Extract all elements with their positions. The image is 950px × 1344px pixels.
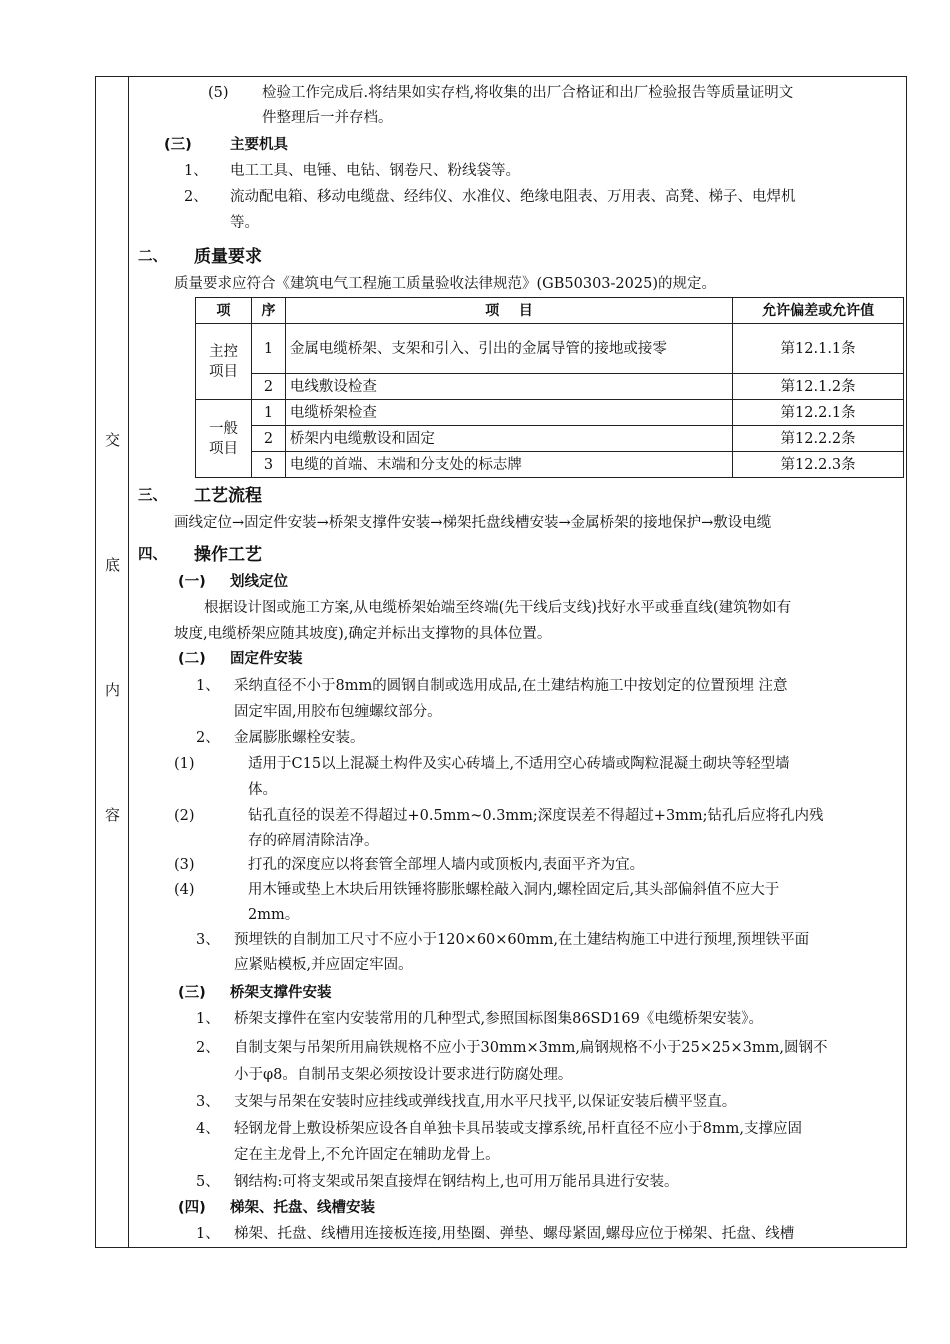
group-cell: 主控项目 xyxy=(196,324,252,400)
section-number: (三) xyxy=(164,137,192,153)
paragraph-line: 钢结构:可将支架或吊架直接焊在钢结构上,也可用万能吊具进行安装。 xyxy=(234,1174,679,1190)
paragraph-line: 预埋铁的自制加工尺寸不应小于120×60×60mm,在土建结构施工中进行预埋,预埋铁平面 xyxy=(234,932,810,948)
item-cell: 电线敷设检查 xyxy=(285,374,732,400)
seq-cell: 2 xyxy=(251,374,285,400)
paragraph-line: 等。 xyxy=(230,215,259,231)
item-number: 1、 xyxy=(196,1011,220,1027)
value-cell: 第12.2.3条 xyxy=(733,452,904,478)
item-number: 3、 xyxy=(196,932,220,948)
side-label-char: 内 xyxy=(104,681,120,699)
item-number: (5) xyxy=(208,85,229,101)
document-frame xyxy=(95,76,907,1248)
table-row xyxy=(196,452,904,478)
table-header-row xyxy=(196,298,904,324)
item-cell: 金属电缆桥架、支架和引入、引出的金属导管的接地或接零 xyxy=(285,324,732,374)
section-heading: 桥架支撑件安装 xyxy=(230,985,332,1001)
paragraph-line: 自制支架与吊架所用扁铁规格不应小于30mm×3mm,扁钢规格不小于25×25×3mm,圆钢不 xyxy=(234,1040,828,1056)
header-cell: 项 xyxy=(196,298,252,324)
item-number: 2、 xyxy=(196,730,220,746)
side-label-char: 底 xyxy=(104,556,120,574)
item-number: 4、 xyxy=(196,1121,220,1137)
section-number: (一) xyxy=(178,574,206,590)
item-number: 1、 xyxy=(184,163,208,179)
item-cell: 电缆桥架检查 xyxy=(285,400,732,426)
paragraph-line: 钻孔直径的误差不得超过+0.5mm~0.3mm;深度误差不得超过+3mm;钻孔后应将孔内残 xyxy=(248,808,824,824)
header-cell: 允许偏差或允许值 xyxy=(733,298,904,324)
value-cell: 第12.2.2条 xyxy=(733,426,904,452)
content-area xyxy=(130,77,906,1247)
side-label-char: 交 xyxy=(104,431,120,449)
quality-table xyxy=(195,297,904,478)
table-row xyxy=(196,374,904,400)
chapter-number: 四、 xyxy=(138,547,167,563)
item-number: 1、 xyxy=(196,1226,220,1242)
table-row xyxy=(196,324,904,374)
paragraph-line: 2mm。 xyxy=(248,907,300,923)
section-heading: 主要机具 xyxy=(230,137,288,153)
side-label-char: 容 xyxy=(104,806,120,824)
table-row xyxy=(196,426,904,452)
header-cell: 项 目 xyxy=(285,298,732,324)
chapter-heading: 工艺流程 xyxy=(194,486,262,506)
item-number: (3) xyxy=(174,857,195,873)
chapter-number: 三、 xyxy=(138,488,167,504)
item-number: 3、 xyxy=(196,1094,220,1110)
seq-cell: 1 xyxy=(251,324,285,374)
paragraph-line: 检验工作完成后.将结果如实存档,将收集的出厂合格证和出厂检验报告等质量证明文 xyxy=(262,85,794,101)
item-number: (4) xyxy=(174,882,195,898)
item-number: 2、 xyxy=(196,1040,220,1056)
paragraph-line: 定在主龙骨上,不允许固定在辅助龙骨上。 xyxy=(234,1147,500,1163)
value-cell: 第12.2.1条 xyxy=(733,400,904,426)
paragraph-line: 打孔的深度应以将套管全部埋人墙内或顶板内,表面平齐为宜。 xyxy=(248,857,645,873)
header-cell: 序 xyxy=(251,298,285,324)
item-number: (1) xyxy=(174,756,195,772)
paragraph-line: 梯架、托盘、线槽用连接板连接,用垫圈、弹垫、螺母紧固,螺母应位于梯架、托盘、线槽 xyxy=(234,1226,795,1242)
item-cell: 桥架内电缆敷设和固定 xyxy=(285,426,732,452)
paragraph-line: 轻钢龙骨上敷设桥架应设各自单独卡具吊装或支撑系统,吊杆直径不应小于8mm,支撑应固 xyxy=(234,1121,802,1137)
chapter-number: 二、 xyxy=(138,249,167,265)
section-heading: 划线定位 xyxy=(230,574,288,590)
paragraph-line: 用木锤或垫上木块后用铁锤将膨胀螺栓敲入洞内,螺栓固定后,其头部偏斜值不应大于 xyxy=(248,882,780,898)
paragraph-line: 应紧贴模板,并应固定牢固。 xyxy=(234,957,413,973)
group-cell: 一般项目 xyxy=(196,400,252,478)
paragraph-line: 电工工具、电锤、电钻、钢卷尺、粉线袋等。 xyxy=(230,163,520,179)
item-number: 2、 xyxy=(184,189,208,205)
paragraph-line: 金属膨胀螺栓安装。 xyxy=(234,730,365,746)
item-number: 1、 xyxy=(196,678,220,694)
process-flow: 画线定位→固定件安装→桥架支撑件安装→梯架托盘线槽安装→金属桥架的接地保护→敷设电缆 xyxy=(174,515,772,531)
seq-cell: 3 xyxy=(251,452,285,478)
chapter-heading: 操作工艺 xyxy=(194,545,262,565)
section-number: (四) xyxy=(178,1200,206,1216)
seq-cell: 1 xyxy=(251,400,285,426)
table-row xyxy=(196,400,904,426)
item-number: (2) xyxy=(174,808,195,824)
section-number: (三) xyxy=(178,985,206,1001)
paragraph-line: 适用于C15以上混凝土构件及实心砖墙上,不适用空心砖墙或陶粒混凝土砌块等轻型墙 xyxy=(248,756,790,772)
section-number: (二) xyxy=(178,651,206,667)
paragraph-line: 坡度,电缆桥架应随其坡度),确定并标出支撑物的具体位置。 xyxy=(174,626,552,642)
paragraph-line: 固定牢固,用胶布包缠螺纹部分。 xyxy=(234,704,442,720)
paragraph-line: 体。 xyxy=(248,782,277,798)
item-cell: 电缆的首端、末端和分支处的标志牌 xyxy=(285,452,732,478)
paragraph-line: 存的碎屑清除洁净。 xyxy=(248,833,379,849)
paragraph-line: 桥架支撑件在室内安装常用的几种型式,参照国标图集86SD169《电缆桥架安装》。 xyxy=(234,1011,764,1027)
section-heading: 固定件安装 xyxy=(230,651,303,667)
value-cell: 第12.1.1条 xyxy=(733,324,904,374)
paragraph-line: 流动配电箱、移动电缆盘、经纬仪、水准仪、绝缘电阻表、万用表、高凳、梯子、电焊机 xyxy=(230,189,796,205)
item-number: 5、 xyxy=(196,1174,220,1190)
chapter-heading: 质量要求 xyxy=(194,247,262,267)
paragraph-line: 采纳直径不小于8mm的圆钢自制或选用成品,在土建结构施工中按划定的位置预埋 注意 xyxy=(234,678,788,694)
section-heading: 梯架、托盘、线槽安装 xyxy=(230,1200,375,1216)
paragraph-line: 件整理后一并存档。 xyxy=(262,110,393,126)
value-cell: 第12.1.2条 xyxy=(733,374,904,400)
seq-cell: 2 xyxy=(251,426,285,452)
paragraph-line: 质量要求应符合《建筑电气工程施工质量验收法律规范》(GB50303-2025)的规定。 xyxy=(174,276,716,292)
side-label-column xyxy=(96,77,129,1247)
paragraph-line: 小于φ8。自制吊支架必须按设计要求进行防腐处理。 xyxy=(234,1067,573,1083)
paragraph-line: 根据设计图或施工方案,从电缆桥架始端至终端(先干线后支线)找好水平或垂直线(建筑物如有 xyxy=(204,600,792,616)
paragraph-line: 支架与吊架在安装时应挂线或弹线找直,用水平尺找平,以保证安装后横平竖直。 xyxy=(234,1094,737,1110)
